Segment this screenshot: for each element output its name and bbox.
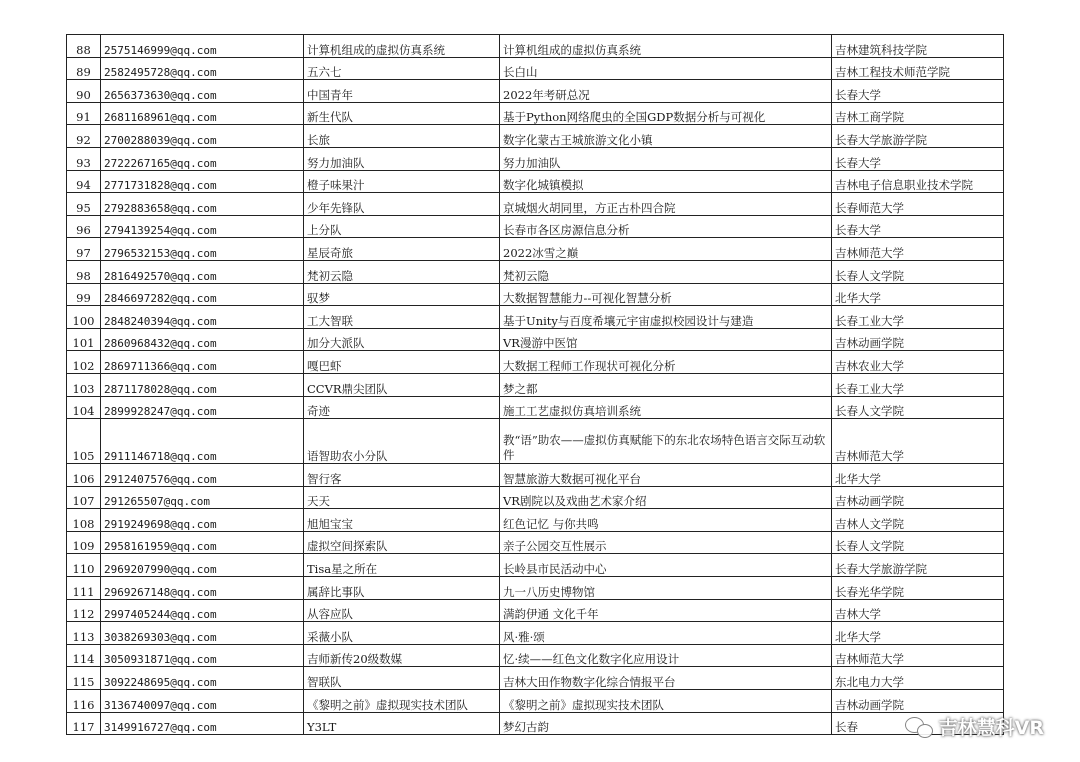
- team-name-cell: 嘎巴虾: [304, 351, 500, 374]
- email-cell: 3092248695@qq.com: [101, 667, 304, 690]
- table-row: [67, 599, 1004, 622]
- school-cell: 吉林工商学院: [832, 102, 1004, 125]
- project-name-cell: 长岭县市民活动中心: [500, 554, 832, 577]
- school-cell: 长春工业大学: [832, 373, 1004, 396]
- team-name-cell: Tisa星之所在: [304, 554, 500, 577]
- school-cell: 长春师范大学: [832, 193, 1004, 216]
- row-number: 96: [67, 215, 101, 238]
- table-row: [67, 260, 1004, 283]
- email-cell: 2869711366@qq.com: [101, 351, 304, 374]
- table-row: [67, 147, 1004, 170]
- team-name-cell: 努力加油队: [304, 147, 500, 170]
- row-number: 97: [67, 238, 101, 261]
- table-row: [67, 238, 1004, 261]
- row-number: 98: [67, 260, 101, 283]
- school-cell: 吉林师范大学: [832, 419, 1004, 464]
- row-number: 112: [67, 599, 101, 622]
- email-cell: 3050931871@qq.com: [101, 644, 304, 667]
- project-name-cell: 教“语”助农——虚拟仿真赋能下的东北农场特色语言交际互动软件: [500, 419, 832, 464]
- school-cell: 长春大学旅游学院: [832, 125, 1004, 148]
- email-cell: 3038269303@qq.com: [101, 622, 304, 645]
- team-name-cell: 奇迹: [304, 396, 500, 419]
- team-name-cell: Y3LT: [304, 712, 500, 735]
- table-row: [67, 531, 1004, 554]
- email-cell: 2969267148@qq.com: [101, 577, 304, 600]
- school-cell: 东北电力大学: [832, 667, 1004, 690]
- project-name-cell: 忆·续——红色文化数字化应用设计: [500, 644, 832, 667]
- team-name-cell: 从容应队: [304, 599, 500, 622]
- project-name-cell: 基于Unity与百度希壤元宇宙虚拟校园设计与建造: [500, 306, 832, 329]
- school-cell: 长春工业大学: [832, 306, 1004, 329]
- school-cell: 长春人文学院: [832, 531, 1004, 554]
- project-name-cell: 长春市各区房源信息分析: [500, 215, 832, 238]
- table-row: [67, 577, 1004, 600]
- team-name-cell: 《黎明之前》虚拟现实技术团队: [304, 690, 500, 713]
- table-row: [67, 328, 1004, 351]
- team-name-cell: 新生代队: [304, 102, 500, 125]
- row-number: 92: [67, 125, 101, 148]
- row-number: 91: [67, 102, 101, 125]
- school-cell: 北华大学: [832, 283, 1004, 306]
- team-name-cell: 中国青年: [304, 80, 500, 103]
- table-row: [67, 396, 1004, 419]
- email-cell: 2911146718@qq.com: [101, 419, 304, 464]
- email-cell: 2794139254@qq.com: [101, 215, 304, 238]
- school-cell: 长春大学: [832, 80, 1004, 103]
- team-name-cell: 上分队: [304, 215, 500, 238]
- table-row: [67, 193, 1004, 216]
- project-name-cell: 吉林大田作物数字化综合情报平台: [500, 667, 832, 690]
- email-cell: 2848240394@qq.com: [101, 306, 304, 329]
- row-number: 109: [67, 531, 101, 554]
- row-number: 94: [67, 170, 101, 193]
- row-number: 99: [67, 283, 101, 306]
- table-row: [67, 464, 1004, 487]
- email-cell: 2969207990@qq.com: [101, 554, 304, 577]
- project-name-cell: 《黎明之前》虚拟现实技术团队: [500, 690, 832, 713]
- team-name-cell: 智联队: [304, 667, 500, 690]
- project-name-cell: 基于Python网络爬虫的全国GDP数据分析与可视化: [500, 102, 832, 125]
- table-row: [67, 486, 1004, 509]
- team-name-cell: 旭旭宝宝: [304, 509, 500, 532]
- row-number: 110: [67, 554, 101, 577]
- project-name-cell: 京城烟火胡同里，方正古朴四合院: [500, 193, 832, 216]
- team-name-cell: 少年先锋队: [304, 193, 500, 216]
- table-row: [67, 215, 1004, 238]
- project-name-cell: 梦幻古韵: [500, 712, 832, 735]
- project-name-cell: 大数据工程师工作现状可视化分析: [500, 351, 832, 374]
- school-cell: 长春大学: [832, 147, 1004, 170]
- project-name-cell: 梵初云隐: [500, 260, 832, 283]
- project-name-cell: 红色记忆 与你共鸣: [500, 509, 832, 532]
- school-cell: 长春: [832, 712, 1004, 735]
- email-cell: 2919249698@qq.com: [101, 509, 304, 532]
- table-row: [67, 170, 1004, 193]
- school-cell: 吉林动画学院: [832, 486, 1004, 509]
- row-number: 114: [67, 644, 101, 667]
- table-row: [67, 622, 1004, 645]
- email-cell: 291265507@qq.com: [101, 486, 304, 509]
- registration-sheet: [66, 34, 1004, 735]
- row-number: 104: [67, 396, 101, 419]
- project-name-cell: VR剧院以及戏曲艺术家介绍: [500, 486, 832, 509]
- email-cell: 2792883658@qq.com: [101, 193, 304, 216]
- team-name-cell: 星辰奇旅: [304, 238, 500, 261]
- project-name-cell: VR漫游中医馆: [500, 328, 832, 351]
- project-name-cell: 计算机组成的虚拟仿真系统: [500, 35, 832, 58]
- table-row: [67, 509, 1004, 532]
- table-row: [67, 125, 1004, 148]
- project-name-cell: 数字化城镇模拟: [500, 170, 832, 193]
- team-name-cell: 长旅: [304, 125, 500, 148]
- email-cell: 2846697282@qq.com: [101, 283, 304, 306]
- table-row: [67, 283, 1004, 306]
- team-name-cell: 工大智联: [304, 306, 500, 329]
- project-name-cell: 风·雅·颂: [500, 622, 832, 645]
- table-row: [67, 57, 1004, 80]
- row-number: 107: [67, 486, 101, 509]
- email-cell: 2816492570@qq.com: [101, 260, 304, 283]
- row-number: 95: [67, 193, 101, 216]
- school-cell: 长春人文学院: [832, 396, 1004, 419]
- row-number: 93: [67, 147, 101, 170]
- table-row: [67, 351, 1004, 374]
- project-name-cell: 大数据智慧能力--可视化智慧分析: [500, 283, 832, 306]
- row-number: 116: [67, 690, 101, 713]
- email-cell: 2912407576@qq.com: [101, 464, 304, 487]
- email-cell: 2681168961@qq.com: [101, 102, 304, 125]
- row-number: 111: [67, 577, 101, 600]
- project-name-cell: 数字化蒙古王城旅游文化小镇: [500, 125, 832, 148]
- school-cell: 长春人文学院: [832, 260, 1004, 283]
- project-name-cell: 梦之都: [500, 373, 832, 396]
- team-name-cell: CCVR鼎尖团队: [304, 373, 500, 396]
- table-row: [67, 102, 1004, 125]
- school-cell: 吉林大学: [832, 599, 1004, 622]
- team-name-cell: 驭梦: [304, 283, 500, 306]
- school-cell: 长春光华学院: [832, 577, 1004, 600]
- team-name-cell: 加分大派队: [304, 328, 500, 351]
- project-name-cell: 努力加油队: [500, 147, 832, 170]
- table-row: [67, 554, 1004, 577]
- row-number: 101: [67, 328, 101, 351]
- project-name-cell: 2022冰雪之巅: [500, 238, 832, 261]
- email-cell: 2700288039@qq.com: [101, 125, 304, 148]
- project-name-cell: 亲子公园交互性展示: [500, 531, 832, 554]
- school-cell: 吉林工程技术师范学院: [832, 57, 1004, 80]
- school-cell: 吉林电子信息职业技术学院: [832, 170, 1004, 193]
- row-number: 115: [67, 667, 101, 690]
- team-name-cell: 采薇小队: [304, 622, 500, 645]
- project-name-cell: 2022年考研总况: [500, 80, 832, 103]
- email-cell: 3136740097@qq.com: [101, 690, 304, 713]
- team-name-cell: 语智助农小分队: [304, 419, 500, 464]
- table-body: [67, 35, 1004, 735]
- watermark: [905, 713, 1044, 740]
- email-cell: 2582495728@qq.com: [101, 57, 304, 80]
- table-row: [67, 80, 1004, 103]
- table-row: [67, 419, 1004, 464]
- row-number: 103: [67, 373, 101, 396]
- school-cell: 吉林动画学院: [832, 690, 1004, 713]
- email-cell: 2796532153@qq.com: [101, 238, 304, 261]
- school-cell: 吉林师范大学: [832, 644, 1004, 667]
- row-number: 100: [67, 306, 101, 329]
- team-name-cell: 橙子味果汁: [304, 170, 500, 193]
- school-cell: 吉林动画学院: [832, 328, 1004, 351]
- watermark-text: 吉林慧科VR: [938, 717, 1044, 739]
- table-row: [67, 306, 1004, 329]
- table-row: [67, 690, 1004, 713]
- row-number: 117: [67, 712, 101, 735]
- row-number: 108: [67, 509, 101, 532]
- team-name-cell: 梵初云隐: [304, 260, 500, 283]
- table-row: [67, 712, 1004, 735]
- school-cell: 北华大学: [832, 622, 1004, 645]
- school-cell: 长春大学: [832, 215, 1004, 238]
- email-cell: 2860968432@qq.com: [101, 328, 304, 351]
- registration-table: [66, 34, 1004, 735]
- project-name-cell: 施工工艺虚拟仿真培训系统: [500, 396, 832, 419]
- email-cell: 2899928247@qq.com: [101, 396, 304, 419]
- row-number: 90: [67, 80, 101, 103]
- team-name-cell: 吉师新传20级数媒: [304, 644, 500, 667]
- team-name-cell: 计算机组成的虚拟仿真系统: [304, 35, 500, 58]
- school-cell: 吉林农业大学: [832, 351, 1004, 374]
- school-cell: 北华大学: [832, 464, 1004, 487]
- school-cell: 长春大学旅游学院: [832, 554, 1004, 577]
- row-number: 89: [67, 57, 101, 80]
- email-cell: 2997405244@qq.com: [101, 599, 304, 622]
- team-name-cell: 虚拟空间探索队: [304, 531, 500, 554]
- row-number: 113: [67, 622, 101, 645]
- email-cell: 2722267165@qq.com: [101, 147, 304, 170]
- team-name-cell: 天天: [304, 486, 500, 509]
- table-row: [67, 644, 1004, 667]
- row-number: 88: [67, 35, 101, 58]
- project-name-cell: 九一八历史博物馆: [500, 577, 832, 600]
- school-cell: 吉林师范大学: [832, 238, 1004, 261]
- email-cell: 2575146999@qq.com: [101, 35, 304, 58]
- table-row: [67, 35, 1004, 58]
- table-row: [67, 667, 1004, 690]
- team-name-cell: 属辞比事队: [304, 577, 500, 600]
- row-number: 106: [67, 464, 101, 487]
- email-cell: 2771731828@qq.com: [101, 170, 304, 193]
- table-row: [67, 373, 1004, 396]
- email-cell: 3149916727@qq.com: [101, 712, 304, 735]
- row-number: 105: [67, 419, 101, 464]
- row-number: 102: [67, 351, 101, 374]
- email-cell: 2656373630@qq.com: [101, 80, 304, 103]
- team-name-cell: 智行客: [304, 464, 500, 487]
- team-name-cell: 五六七: [304, 57, 500, 80]
- email-cell: 2871178028@qq.com: [101, 373, 304, 396]
- wechat-icon: [905, 716, 933, 738]
- school-cell: 吉林建筑科技学院: [832, 35, 1004, 58]
- project-name-cell: 满韵伊通 文化千年: [500, 599, 832, 622]
- email-cell: 2958161959@qq.com: [101, 531, 304, 554]
- project-name-cell: 长白山: [500, 57, 832, 80]
- school-cell: 吉林人文学院: [832, 509, 1004, 532]
- project-name-cell: 智慧旅游大数据可视化平台: [500, 464, 832, 487]
